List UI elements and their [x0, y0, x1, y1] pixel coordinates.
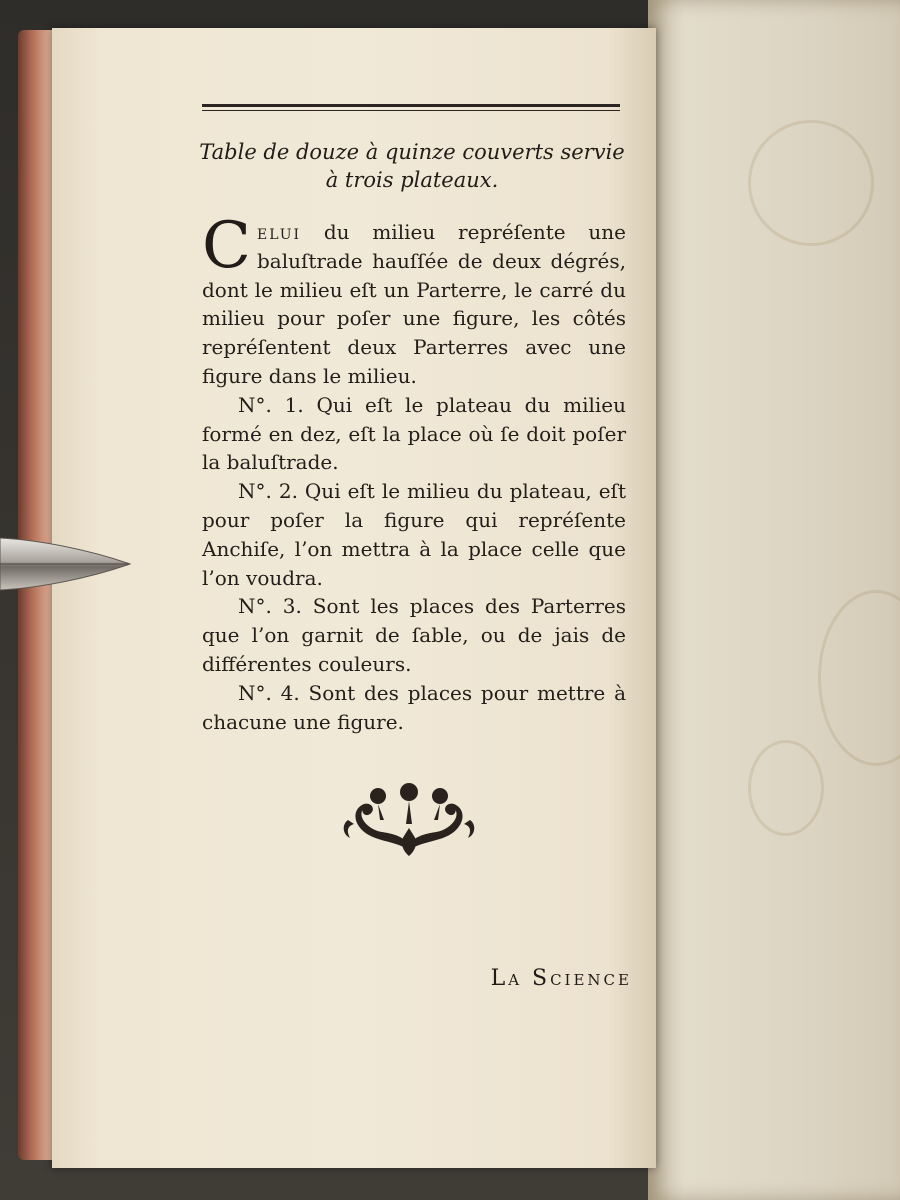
- paragraph-1-text: du milieu repréſente une baluſtrade hauſſée de deux dégrés, dont le milieu eſt un Parterre, le carré du milieu pour poſer une figure, les côtés repréſentent deux Parterres avec une figure dans le milieu.: [202, 220, 626, 388]
- facing-page-stain: [818, 590, 900, 766]
- facing-page-stain: [748, 120, 874, 246]
- floral-vignette-icon: [334, 780, 484, 862]
- paragraph-3: N°. 2. Qui eſt le milieu du plateau, eſt pour poſer la figure qui repréſente Anchiſe, l’on mettra à la place celle que l’on voudra.: [202, 479, 626, 590]
- header-rule-thin: [202, 110, 620, 111]
- catchword: La Science: [490, 966, 632, 991]
- page-pointer-icon: [0, 532, 132, 594]
- paragraph-5: N°. 4. Sont des places pour mettre à chacune une figure.: [202, 680, 626, 734]
- paragraph-1: [202, 209, 626, 391]
- drop-cap: C: [202, 209, 251, 283]
- body-text: [202, 209, 626, 736]
- paragraph-4: N°. 3. Sont les places des Parterres que l’on garnit de ſable, ou de jais de différentes couleurs.: [202, 594, 626, 676]
- page-title-line2: à trois plateaux.: [325, 168, 499, 192]
- book-page: [52, 28, 656, 1168]
- facing-page-stain: [748, 740, 824, 836]
- page-title: [182, 138, 642, 194]
- opening-word: elui: [256, 220, 302, 244]
- paragraph-2: N°. 1. Qui eſt le plateau du milieu formé en dez, eſt la place où ſe doit poſer la baluſtrade.: [202, 392, 626, 475]
- facing-page: [648, 0, 900, 1200]
- page-title-line1: Table de douze à quinze couverts servie: [199, 140, 625, 164]
- header-rule: [202, 104, 620, 107]
